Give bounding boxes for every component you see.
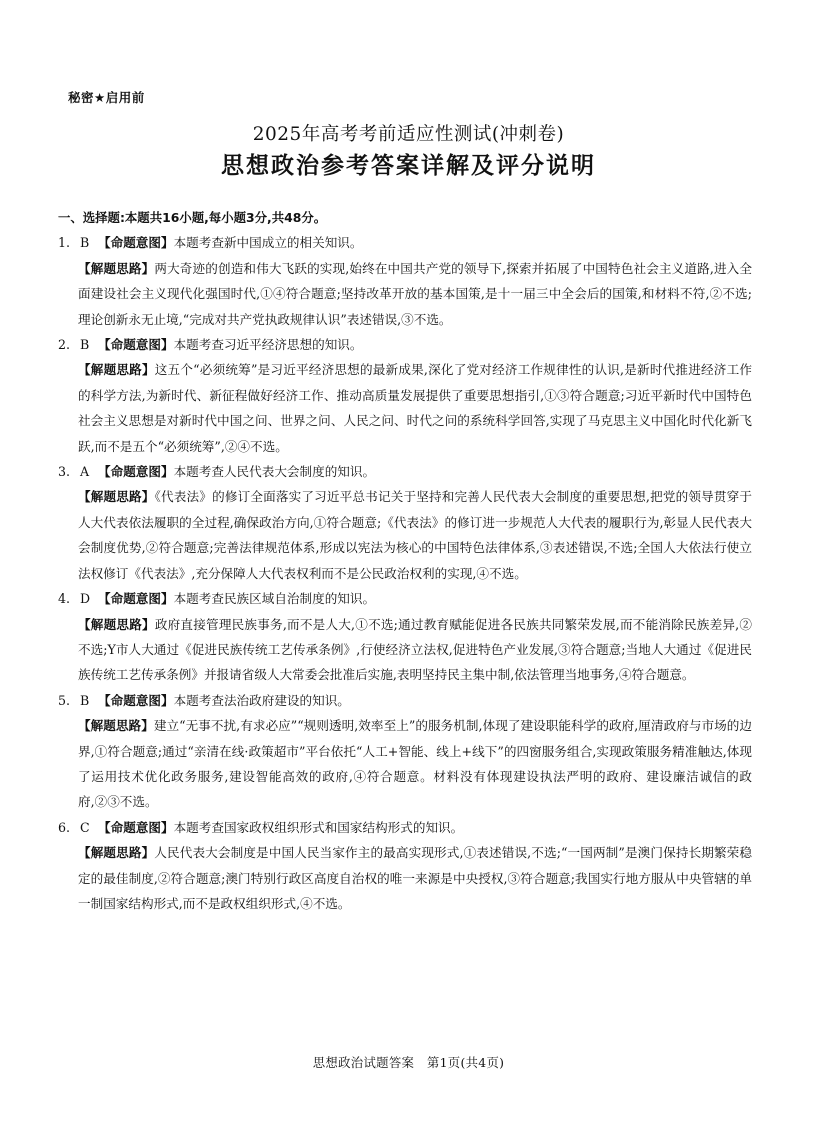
- question-block: [58, 459, 752, 586]
- intent-tag: 【命题意图】: [98, 819, 174, 835]
- intent-text: 本题考查民族区域自治制度的知识。: [173, 591, 376, 607]
- exam-title: 2025年高考考前适应性测试(冲刺卷): [252, 124, 565, 145]
- question-intent-line: [58, 815, 752, 840]
- question-intent-line: [58, 230, 752, 255]
- question-analysis: [58, 840, 752, 916]
- analysis-tag: 【解题思路】: [78, 616, 155, 632]
- question-answer: C: [80, 819, 90, 835]
- intent-tag: 【命题意图】: [98, 337, 174, 353]
- question-analysis: [58, 484, 752, 586]
- question-analysis: [58, 713, 752, 815]
- question-number: 2.: [58, 337, 71, 353]
- analysis-text: 建立“无事不扰,有求必应”“规则透明,效率至上”的服务机制,体现了建设职能科学的政府,厘清政府与市场的边界,①符合题意;通过“亲清在线·政策超市”平台依托“人工+智能、线上+线下”的四窗服务组合,实现政策服务精准触达,体现了运用技术优化政务服务,建设智能高效的政府,④符合题意。材料没有体现建设执法严明的政府、建设廉洁诚信的政府,②③不选。: [78, 718, 752, 810]
- question-intent-line: [58, 459, 752, 484]
- analysis-tag: 【解题思路】: [78, 260, 155, 276]
- analysis-text: 这五个“必须统筹”是习近平经济思想的最新成果,深化了党对经济工作规律性的认识,是新时代推进经济工作的科学方法,为新时代、新征程做好经济工作、推动高质量发展提供了重要思想指引,①③符合题意;习近平新时代中国特色社会主义思想是对新时代中国之问、世界之问、人民之问、时代之问的系统科学回答,实现了马克思主义中国化时代化新飞跃,而不是五个“必须统筹”,②④不选。: [78, 362, 752, 454]
- intent-text: 本题考查国家政权组织形式和国家结构形式的知识。: [173, 819, 464, 835]
- question-analysis: [58, 256, 752, 332]
- intent-tag: 【命题意图】: [98, 235, 174, 251]
- section-heading: 一、选择题:本题共16小题,每小题3分,共48分。: [58, 210, 327, 225]
- question-block: [58, 230, 752, 332]
- question-block: [58, 815, 752, 917]
- question-number: 1.: [58, 235, 71, 251]
- intent-text: 本题考查习近平经济思想的知识。: [173, 337, 363, 353]
- question-answer: D: [80, 591, 91, 607]
- intent-tag: 【命题意图】: [98, 692, 174, 708]
- question-answer: A: [80, 464, 90, 480]
- question-answer: B: [80, 692, 90, 708]
- analysis-tag: 【解题思路】: [78, 362, 155, 378]
- question-number: 5.: [58, 692, 71, 708]
- question-number: 3.: [58, 464, 71, 480]
- intent-text: 本题考查新中国成立的相关知识。: [173, 235, 363, 251]
- question-number: 4.: [58, 591, 71, 607]
- question-intent-line: [58, 586, 752, 611]
- analysis-tag: 【解题思路】: [78, 718, 154, 734]
- confidential-label: 秘密★启用前: [68, 90, 145, 105]
- analysis-text: 两大奇迹的创造和伟大飞跃的实现,始终在中国共产党的领导下,探索并拓展了中国特色社会主义道路,进入全面建设社会主义现代化强国时代,①④符合题意;坚持改革开放的基本国策,是十一届三中全会后的国策,和材料不符,②不选;理论创新永无止境,“完成对共产党执政规律认识”表述错误,③不选。: [78, 260, 753, 327]
- question-block: [58, 332, 752, 459]
- answer-content: [58, 205, 752, 916]
- question-block: [58, 688, 752, 815]
- analysis-tag: 【解题思路】: [78, 489, 155, 505]
- analysis-text: 《代表法》的修订全面落实了习近平总书记关于坚持和完善人民代表大会制度的重要思想,把党的领导贯穿于人大代表依法履职的全过程,确保政治方向,①符合题意;《代表法》的修订进一步规范人大代表的履职行为,彰显人民代表大会制度优势,②符合题意;完善法律规范体系,形成以宪法为核心的中国特色法律体系,③表述错误,不选;全国人大依法行使立法权修订《代表法》,充分保障人大代表权利而不是公民政治权利的实现,④不选。: [78, 489, 752, 581]
- analysis-text: 人民代表大会制度是中国人民当家作主的最高实现形式,①表述错误,不选;“一国两制”是澳门保持长期繁荣稳定的最佳制度,②符合题意;澳门特别行政区高度自治权的唯一来源是中央授权,③符合题意;我国实行地方服从中央管辖的单一制国家结构形式,而不是政权组织形式,④不选。: [78, 845, 752, 911]
- intent-tag: 【命题意图】: [98, 464, 174, 480]
- question-intent-line: [58, 332, 752, 357]
- question-analysis: [58, 357, 752, 459]
- intent-text: 本题考查人民代表大会制度的知识。: [173, 464, 376, 480]
- question-answer: B: [80, 235, 90, 251]
- question-number: 6.: [58, 819, 71, 835]
- question-intent-line: [58, 688, 752, 713]
- intent-tag: 【命题意图】: [98, 591, 174, 607]
- intent-text: 本题考查法治政府建设的知识。: [173, 692, 350, 708]
- question-block: [58, 586, 752, 688]
- analysis-text: 政府直接管理民族事务,而不是人大,①不选;通过教育赋能促进各民族共同繁荣发展,而不能消除民族差异,②不选;Y市人大通过《促进民族传统工艺传承条例》,行使经济立法权,促进特色产业发展,③符合题意;当地人大通过《促进民族传统工艺传承条例》并报请省级人大常委会批准后实施,表明坚持民主集中制,依法管理当地事务,④符合题意。: [78, 616, 752, 683]
- question-answer: B: [80, 337, 90, 353]
- document-title: 思想政治参考答案详解及评分说明: [221, 153, 596, 179]
- analysis-tag: 【解题思路】: [78, 845, 155, 861]
- question-analysis: [58, 612, 752, 688]
- page-footer: 思想政治试题答案 第1页(共4页): [312, 1055, 505, 1070]
